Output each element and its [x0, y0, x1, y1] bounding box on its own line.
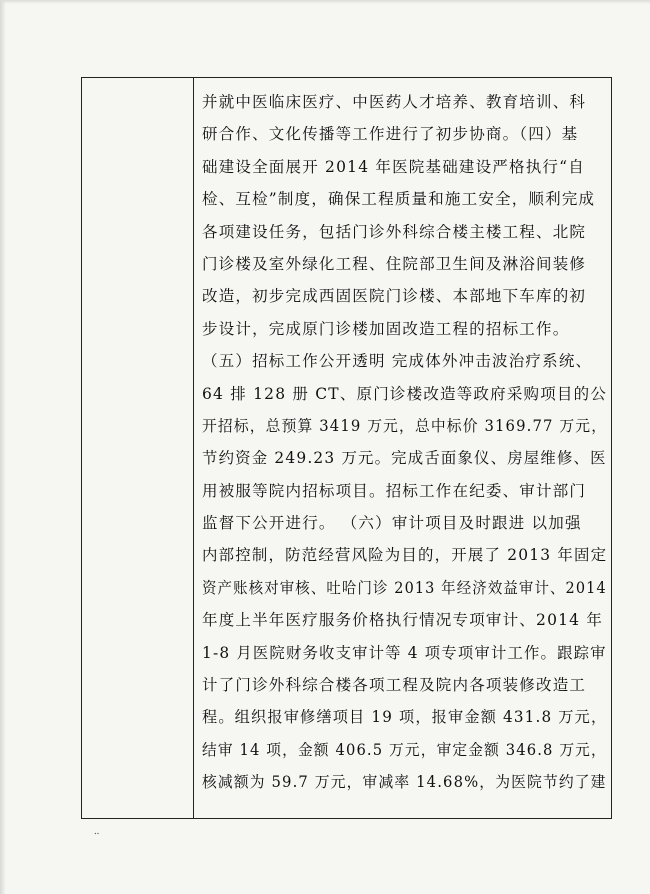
scan-edge-left [0, 0, 6, 894]
text-line: 各项建设任务，包括门诊外科综合楼主楼工程、北院 [202, 222, 587, 241]
text-line: 础建设全面展开 2014 年医院基础建设严格执行“自 [202, 157, 585, 176]
text-line: 核减额为 59.7 万元，审减率 14.68%，为医院节约了建 [202, 773, 607, 792]
text-line: 开招标，总预算 3419 万元，总中标价 3169.77 万元， [202, 416, 608, 435]
text-line: 研合作、文化传播等工作进行了初步协商。（四）基 [202, 125, 579, 144]
report-table [81, 77, 612, 819]
text-line: 资产账核对审核、吐哈门诊 2013 年经济效益审计、2014 [202, 578, 607, 597]
table-column-divider [193, 78, 194, 818]
text-line: 步设计，完成原门诊楼加固改造工程的招标工作。 [202, 319, 570, 338]
text-line: 结审 14 项，金额 406.5 万元，审定金额 346.8 万元， [202, 740, 607, 759]
text-line: 1-8 月医院财务收支审计等 4 项专项审计工作。跟踪审 [202, 643, 607, 662]
text-line: 门诊楼及室外绿化工程、住院部卫生间及淋浴间装修 [202, 254, 587, 273]
text-line: 监督下公开进行。 （六）审计项目及时跟进 以加强 [202, 514, 582, 533]
text-line: 检、互检”制度，确保工程质量和施工安全，顺利完成 [202, 190, 596, 209]
report-text-cell [202, 86, 607, 799]
text-line: 年度上半年医疗服务价格执行情况专项审计、2014 年 [202, 611, 604, 630]
text-line: 64 排 128 册 CT、原门诊楼改造等政府采购项目的公 [202, 384, 608, 403]
scan-edge-top [0, 0, 650, 4]
text-line: 程。组织报审修缮项目 19 项，报审金额 431.8 万元， [202, 708, 608, 727]
text-line: 改造，初步完成西固医院门诊楼、本部地下车库的初 [202, 287, 587, 306]
text-line: 计了门诊外科综合楼各项工程及院内各项装修改造工 [202, 676, 587, 695]
text-line: 内部控制，防范经营风险为目的，开展了 2013 年固定 [202, 546, 608, 565]
text-line: 并就中医临床医疗、中医药人才培养、教育培训、科 [202, 93, 587, 111]
text-line: 用被服等院内招标项目。招标工作在纪委、审计部门 [202, 481, 587, 500]
text-line: （五）招标工作公开透明 完成体外冲击波治疗系统、 [202, 352, 593, 371]
scan-speck-icon: ⸱⸱ [94, 829, 100, 840]
text-line: 节约资金 249.23 万元。完成舌面象仪、房屋维修、医 [202, 449, 607, 468]
